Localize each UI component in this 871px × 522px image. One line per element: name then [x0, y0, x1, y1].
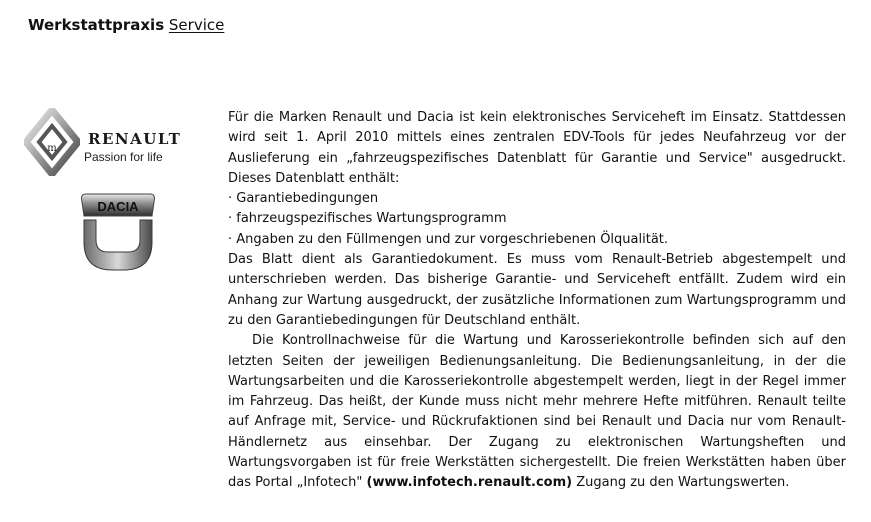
list-item: · Garantiebedingungen — [228, 189, 846, 209]
article-body — [228, 108, 846, 494]
datasheet-content-list — [228, 189, 846, 250]
intro-paragraph: Für die Marken Renault und Dacia ist kein elektronisches Serviceheft im Einsatz. Stattdessen wird seit 1. April 2010 mittels eines zentralen EDV-Tools für jedes Neufahrzeug vor der Auslieferung ein „fahrzeugspezifisches Datenblatt für Garantie und Service" ausgedruckt. Dieses Datenblatt enthält: — [228, 110, 846, 186]
brand-logos — [24, 104, 204, 274]
dacia-logo-text: DACIA — [97, 199, 139, 214]
list-item: · fahrzeugspezifisches Wartungsprogramm — [228, 209, 846, 229]
renault-diamond-icon — [24, 108, 80, 176]
infotech-url: (www.infotech.renault.com) — [366, 475, 573, 491]
section-title: Werkstattpraxis — [28, 16, 165, 34]
svg-text:m: m — [47, 143, 57, 154]
guarantee-paragraph: Das Blatt dient als Garantiedokument. Es muss vom Renault-Betrieb abgestempelt und unterschrieben werden. Das bisherige Garantie- und Serviceheft entfällt. Zudem wird ein Anhang zur Wartung ausgedruckt, der zusätzliche Informationen zum Wartungsprogramm und zu den Garantiebedingungen für Deutschland enthält. — [228, 252, 846, 328]
topic-title: Service — [168, 16, 225, 34]
control-paragraph-end: Zugang zu den Wartungswerten. — [576, 475, 790, 491]
page-header — [28, 16, 224, 34]
dacia-logo-icon — [78, 190, 158, 274]
renault-logo-text: RENAULT — [88, 130, 182, 148]
renault-tagline: Passion for life — [84, 150, 163, 164]
control-paragraph-text: Die Kontrollnachweise für die Wartung und Karosseriekontrolle befinden sich auf den letzten Seiten der jeweiligen Bedienungsanleitung. Die Bedienungsanleitung, in der die Wartungsarbeiten und die Karosseriekontrolle abgestempelt werden, liegt in der Regel immer im Fahrzeug. Das heißt, der Kunde muss nicht mehr mehrere Hefte mitführen. Renault teilte auf Anfrage mit, Service- und Rückrufaktionen sind bei Renault und Dacia nur vom Renault-Händlernetz aus einsehbar. Der Zugang zu elektronischen Wartungsheften und Wartungsvorgaben ist für freie Werkstätten sichergestellt. Die freien Werkstätten haben über das Portal „Infotech" — [228, 333, 846, 491]
control-paragraph — [228, 331, 846, 493]
list-item: · Angaben zu den Füllmengen und zur vorgeschriebenen Ölqualität. — [228, 230, 846, 250]
